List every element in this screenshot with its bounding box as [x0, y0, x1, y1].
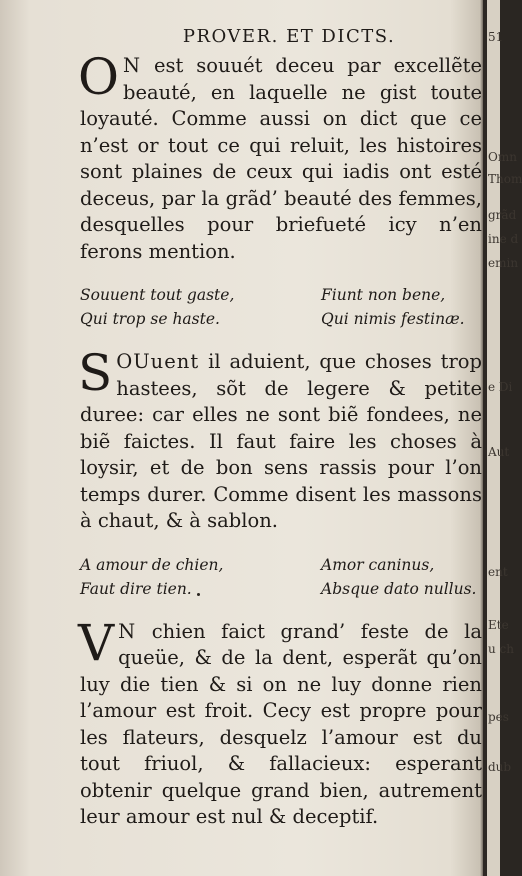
paragraph [78, 613, 482, 831]
margin-fragment: pes [488, 710, 509, 724]
adjacent-page-edge [487, 0, 522, 876]
margin-fragment: ine d [488, 232, 519, 246]
margin-fragment: 51 [488, 30, 504, 44]
margin-fragment: grãd [488, 208, 517, 222]
margin-fragment: e Di [488, 380, 513, 394]
proverb-latin-line: Amor caninus, [321, 555, 435, 574]
first-word: OUuent [116, 350, 200, 373]
margin-fragment: Thom [488, 172, 522, 186]
margin-fragment: ent [488, 565, 508, 579]
proverb-french-line: Qui trop se haste. [80, 310, 220, 328]
proverb-pair [80, 553, 482, 601]
margin-fragment: dub [488, 760, 512, 774]
drop-capital: V [78, 613, 115, 672]
paragraph-text: chien faict grand’ feste de la queüe, & de la dent, esperãt qu’on luy die tien & si on ne luy donne rien l’amour est froit. Cecy est propre pour les flateurs, desquelz l’amour est du tout friuol, & fallacieux: esperant obtenir quelque grand bien, autrement leur amour est nul & deceptif. [80, 619, 482, 828]
margin-fragment: u ch [488, 642, 514, 656]
running-title: PROVER. ET DICTS. [182, 26, 396, 47]
margin-fragment: emin [488, 256, 519, 270]
proverb-latin-line: Fiunt non bene, [321, 286, 446, 304]
margin-fragment: Aut [488, 445, 510, 459]
text-block [80, 26, 482, 831]
drop-capital: O [78, 48, 119, 106]
paragraph [78, 344, 482, 535]
ink-speck [197, 593, 200, 596]
proverb-french-line: A amour de chien, [80, 555, 224, 574]
proverb-latin-line: Absque dato nullus. [321, 579, 477, 598]
first-word: N [118, 619, 137, 643]
paragraph-text: il aduient, que choses trop hastees, sõt de legere & petite duree: car elles ne sont biẽ fondees, ne biẽ faictes. Il faut faire les choses à loysir, et de bon sens rassis pour l’on temps durer. Comme disent les massons à chaut, & à sablon. [80, 350, 482, 532]
proverb-french-line: Faut dire tien. [80, 579, 192, 598]
paragraph [78, 48, 482, 265]
margin-fragment: Omn [488, 150, 517, 164]
margin-fragment: Ete [488, 618, 509, 632]
proverb-french-line: Souuent tout gaste, [80, 286, 235, 304]
first-word: N [123, 54, 142, 77]
paragraph-text: est souuét deceu par excellẽte beauté, en laquelle ne gist toute loyauté. Comme aussi on dict que ce n’est or tout ce qui reluit, les histoires sont plaines de ceux qui iadis ont esté deceus, par la grãd’ beauté des femmes, desquelles pour briefueté icy n’en ferons mention. [80, 54, 482, 263]
proverb-latin-line: Qui nimis festinæ. [321, 310, 465, 328]
drop-capital: S [78, 344, 113, 402]
proverb-pair [80, 283, 482, 331]
